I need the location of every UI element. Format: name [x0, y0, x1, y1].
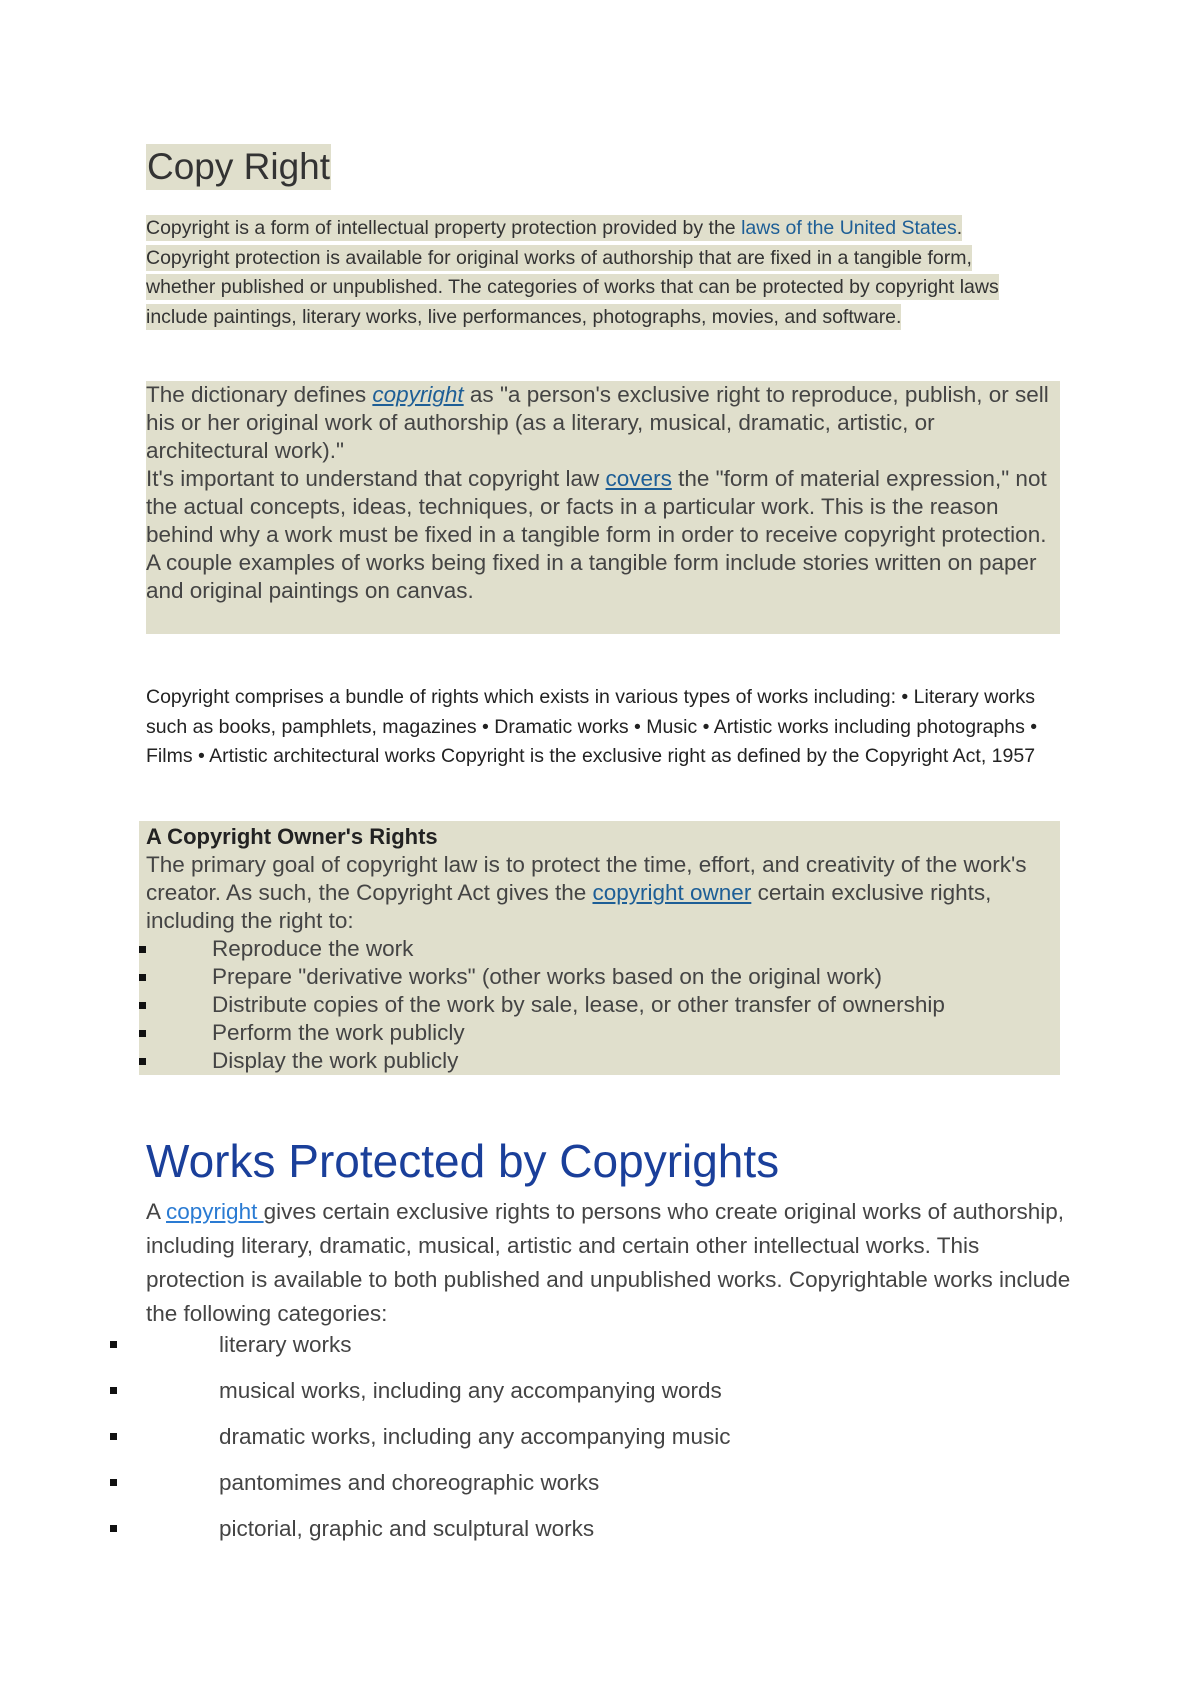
intro-paragraph: [146, 214, 1046, 332]
expression-text-start: It's important to understand that copyright law: [146, 466, 606, 491]
copyright-link[interactable]: copyright: [166, 1199, 264, 1224]
list-item-text: Display the work publicly: [212, 1048, 459, 1073]
works-text-start: A: [146, 1199, 167, 1224]
expression-paragraph: [146, 465, 1060, 605]
list-item: [110, 1420, 730, 1466]
list-item: [139, 1019, 1051, 1047]
definition-text-end: as "a person's exclusive right to reproduce, publish, or sell his or her original work of authorship (as a literary, musical, dramatic, artistic, or architectural work).": [146, 382, 1049, 463]
list-item: [139, 963, 1051, 991]
definition-text-start: The dictionary defines: [146, 382, 373, 407]
list-item-text: Distribute copies of the work by sale, lease, or other transfer of ownership: [212, 992, 945, 1017]
works-protected-heading: Works Protected by Copyrights: [146, 1135, 780, 1187]
list-item-text: pictorial, graphic and sculptural works: [219, 1516, 595, 1541]
square-bullet-icon: [110, 1525, 117, 1532]
list-item-text: Prepare "derivative works" (other works based on the original work): [212, 964, 883, 989]
list-item-text: Perform the work publicly: [212, 1020, 465, 1045]
copyright-owner-link[interactable]: copyright owner: [592, 880, 752, 905]
list-item: [139, 1047, 1051, 1075]
owner-rights-title: A Copyright Owner's Rights: [146, 824, 438, 849]
owner-rights-list: [146, 935, 1051, 1075]
owner-rights-block: [139, 821, 1060, 1075]
list-item-text: Reproduce the work: [212, 936, 414, 961]
list-item-text: dramatic works, including any accompanying music: [219, 1424, 731, 1449]
square-bullet-icon: [139, 1002, 146, 1009]
square-bullet-icon: [110, 1387, 117, 1394]
list-item: [110, 1374, 730, 1420]
owner-intro-end: certain exclusive rights, including the right to:: [146, 880, 992, 933]
owner-intro-start: The primary goal of copyright law is to protect the time, effort, and creativity of the work's creator. As such, the Copyright Act gives the: [146, 852, 1027, 905]
square-bullet-icon: [139, 1030, 146, 1037]
intro-text-start: Copyright is a form of intellectual property protection provided by the: [146, 217, 742, 239]
expression-text-end: the "form of material expression," not the actual concepts, ideas, techniques, or facts in a particular work. This is the reason behind why a work must be fixed in a tangible form in order to receive copyright protection. A couple examples of works being fixed in a tangible form include stories written on paper and original paintings on canvas.: [146, 466, 1047, 603]
list-item: [110, 1328, 730, 1374]
square-bullet-icon: [139, 946, 146, 953]
page-title: Copy Right: [146, 144, 331, 190]
laws-link[interactable]: laws of the United States: [741, 217, 957, 239]
categories-list: [110, 1328, 730, 1558]
square-bullet-icon: [110, 1433, 117, 1440]
list-item-text: literary works: [219, 1332, 352, 1357]
square-bullet-icon: [139, 974, 146, 981]
covers-link[interactable]: covers: [605, 466, 672, 491]
list-item-text: musical works, including any accompanying words: [219, 1378, 722, 1403]
list-item-text: pantomimes and choreographic works: [219, 1470, 600, 1495]
square-bullet-icon: [110, 1479, 117, 1486]
definition-block: [146, 381, 1060, 634]
list-item: [139, 991, 1051, 1019]
list-item: [139, 935, 1051, 963]
square-bullet-icon: [110, 1341, 117, 1348]
owner-rights-intro: [146, 851, 1051, 935]
list-item: [110, 1466, 730, 1512]
definition-paragraph: [146, 381, 1060, 465]
copyright-definition-link[interactable]: copyright: [372, 382, 464, 407]
works-protected-paragraph: [146, 1195, 1076, 1331]
list-item: [110, 1512, 730, 1558]
square-bullet-icon: [139, 1058, 146, 1065]
works-text-end: gives certain exclusive rights to persons who create original works of authorship, including literary, dramatic, musical, artistic and certain other intellectual works. This protection is available to both published and unpublished works. Copyrightable works include the following categories:: [146, 1199, 1071, 1326]
bundle-of-rights-paragraph: Copyright comprises a bundle of rights which exists in various types of works including: • Literary works such as books, pamphlets, magazines • Dramatic works • Music • Artistic works including photographs • Films • Artistic architectural works Copyright is the exclusive right as defined by the Copyright Act, 1957: [146, 686, 1038, 767]
intro-text-end: . Copyright protection is available for original works of authorship that are fixed in a tangible form, whether published or unpublished. The categories of works that can be protected by copyright laws include paintings, literary works, live performances, photographs, movies, and software.: [146, 217, 999, 328]
